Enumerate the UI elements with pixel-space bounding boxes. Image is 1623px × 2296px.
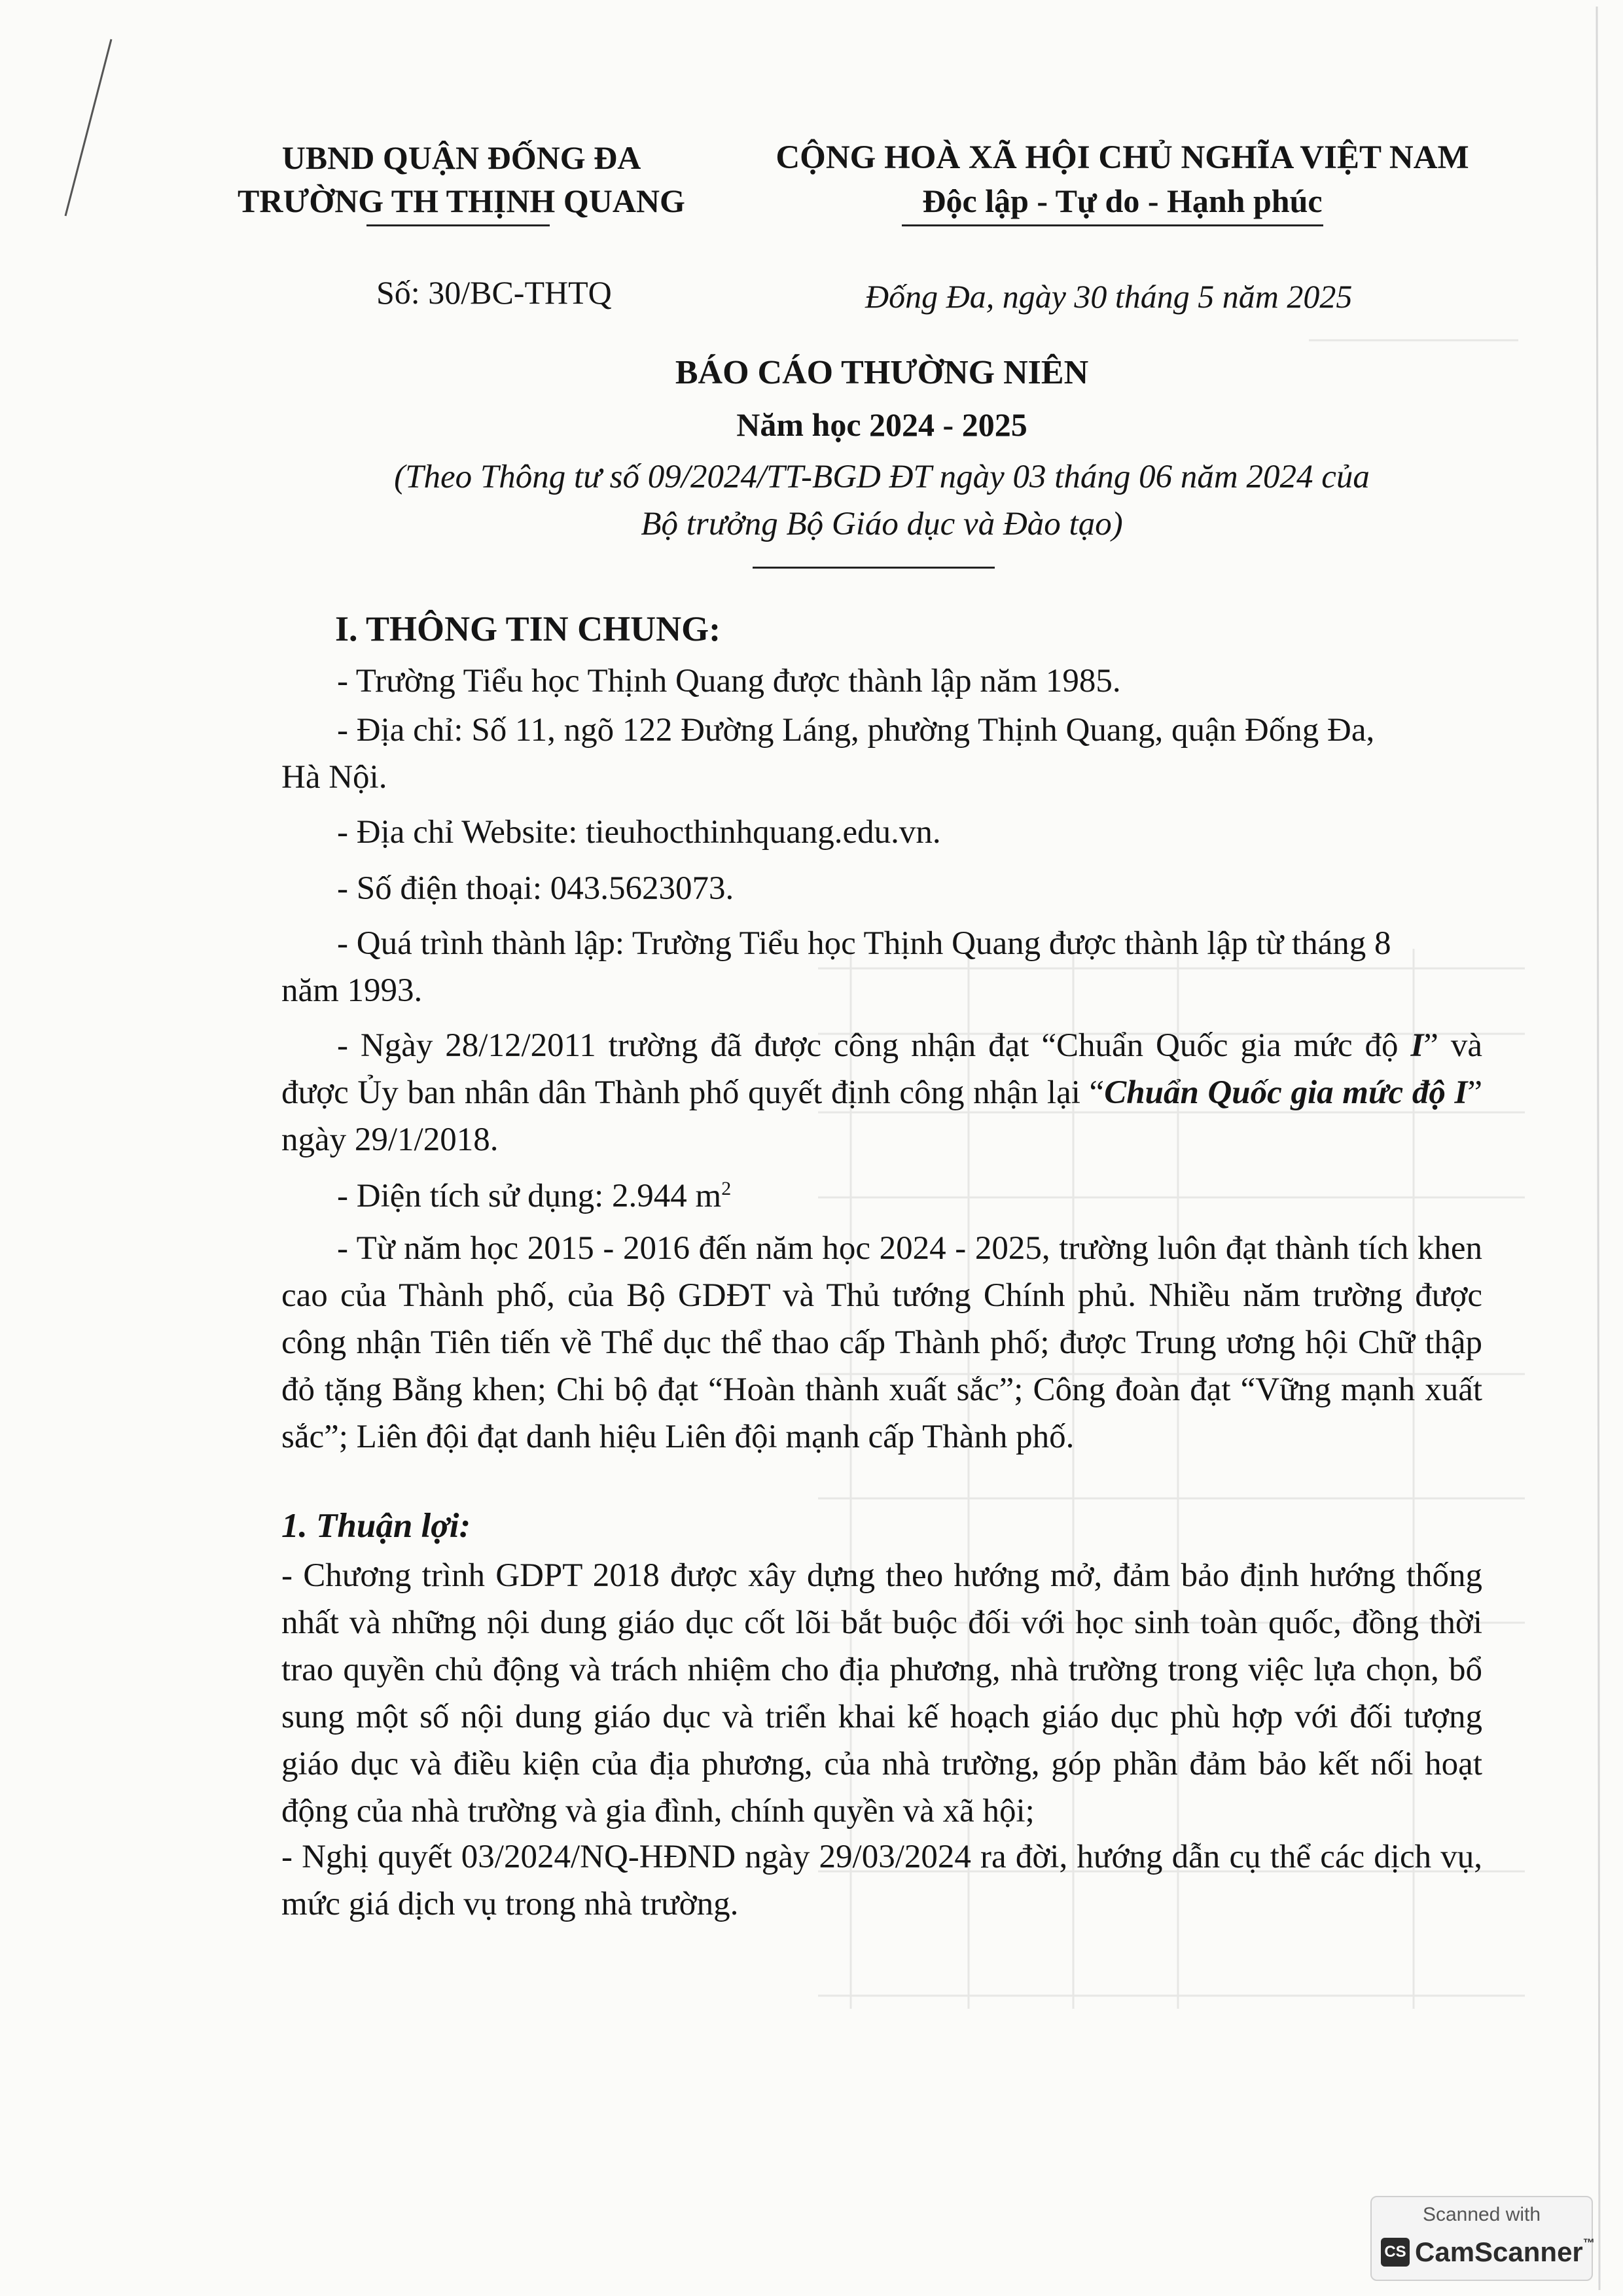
info-history-year: năm 1993. — [281, 972, 423, 1009]
info-achievements: - Từ năm học 2015 - 2016 đến năm học 2024 - 2025, trường luôn đạt thành tích khen cao của Thành phố, của Bộ GDĐT và Thủ tướng Chính phủ. Nhiều năm trường được công nhận Tiên tiến về Thể dục thể thao cấp Thành phố; được Trung ương hội Chữ thập đỏ tặng Bằng khen; Chi bộ đạt “Hoàn thành xuất sắc”; Công đoàn đạt “Vững mạnh xuất sắc”; Liên đội đạt danh hiệu Liên đội mạnh cấp Thành phố. — [281, 1230, 1482, 1455]
camscanner-watermark — [1370, 2196, 1593, 2281]
info-founded: - Trường Tiểu học Thịnh Quang được thành lập năm 1985. — [337, 663, 1121, 699]
watermark-brand: CamScanner™ — [1415, 2236, 1595, 2267]
national-motto: CỘNG HOÀ XÃ HỘI CHỦ NGHĨA VIỆT NAM — [776, 139, 1469, 176]
section-heading-general-info: I. THÔNG TIN CHUNG: — [335, 609, 721, 648]
camscanner-logo-icon: CS — [1381, 2238, 1410, 2267]
info-phone: - Số điện thoại: 043.5623073. — [337, 870, 734, 907]
info-address: - Địa chỉ: Số 11, ngõ 122 Đường Láng, phường Thịnh Quang, quận Đống Đa, — [337, 712, 1375, 749]
info-history: - Quá trình thành lập: Trường Tiểu học Thịnh Quang được thành lập từ tháng 8 — [337, 925, 1391, 962]
info-area: - Diện tích sử dụng: 2.944 $m^2$ — [337, 1178, 732, 1214]
scan-edge-mark-right — [1571, 0, 1623, 2296]
info-national-standard: - Ngày 28/12/2011 trường đã được công nhận đạt “Chuẩn Quốc gia mức độ I” và được Ủy ban nhân dân Thành phố quyết định công nhận lại “Chuẩn Quốc gia mức độ I” ngày 29/1/2018. — [281, 1027, 1482, 1158]
info-address-city: Hà Nội. — [281, 759, 387, 796]
document-number: Số: 30/BC-THTQ — [376, 274, 612, 311]
watermark-caption: Scanned with — [1422, 2204, 1541, 2225]
school-year: Năm học 2024 - 2025 — [736, 406, 1027, 443]
place-date: Đống Đa, ngày 30 tháng 5 năm 2025 — [865, 278, 1353, 315]
school-name: TRƯỜNG TH THỊNH QUANG — [238, 183, 685, 219]
scan-edge-mark — [0, 0, 157, 236]
legal-basis-line2: Bộ trưởng Bộ Giáo dục và Đào tạo) — [641, 506, 1123, 542]
section-heading-advantages: 1. Thuận lợi: — [281, 1507, 471, 1545]
advantage-item-2: - Nghị quyết 03/2024/NQ-HĐND ngày 29/03/2024 ra đời, hướng dẫn cụ thể các dịch vụ, mức giá dịch vụ trong nhà trường. — [281, 1839, 1482, 1922]
report-title: BÁO CÁO THƯỜNG NIÊN — [675, 354, 1089, 391]
title-divider — [753, 567, 995, 569]
slogan-underline — [902, 224, 1323, 226]
legal-basis: (Theo Thông tư số 09/2024/TT-BGD ĐT ngày 03 tháng 06 năm 2024 của — [394, 459, 1370, 495]
school-name-underline — [366, 224, 550, 226]
agency-name: UBND QUẬN ĐỐNG ĐA — [281, 139, 641, 176]
advantage-item-1: - Chương trình GDPT 2018 được xây dựng theo hướng mở, đảm bảo định hướng thống nhất và những nội dung giáo dục cốt lõi bắt buộc đối với học sinh toàn quốc, đồng thời trao quyền chủ động và trách nhiệm cho địa phương, nhà trường trong việc lựa chọn, bổ sung một số nội dung giáo dục và triển khai kế hoạch giáo dục phù hợp với đối tượng giáo dục và điều kiện của địa phương, của nhà trường, góp phần đảm bảo kết nối hoạt động của nhà trường và gia đình, chính quyền và xã hội; — [281, 1557, 1482, 1829]
national-slogan: Độc lập - Tự do - Hạnh phúc — [922, 183, 1323, 219]
info-website: - Địa chỉ Website: tieuhocthinhquang.edu.vn. — [337, 814, 941, 851]
